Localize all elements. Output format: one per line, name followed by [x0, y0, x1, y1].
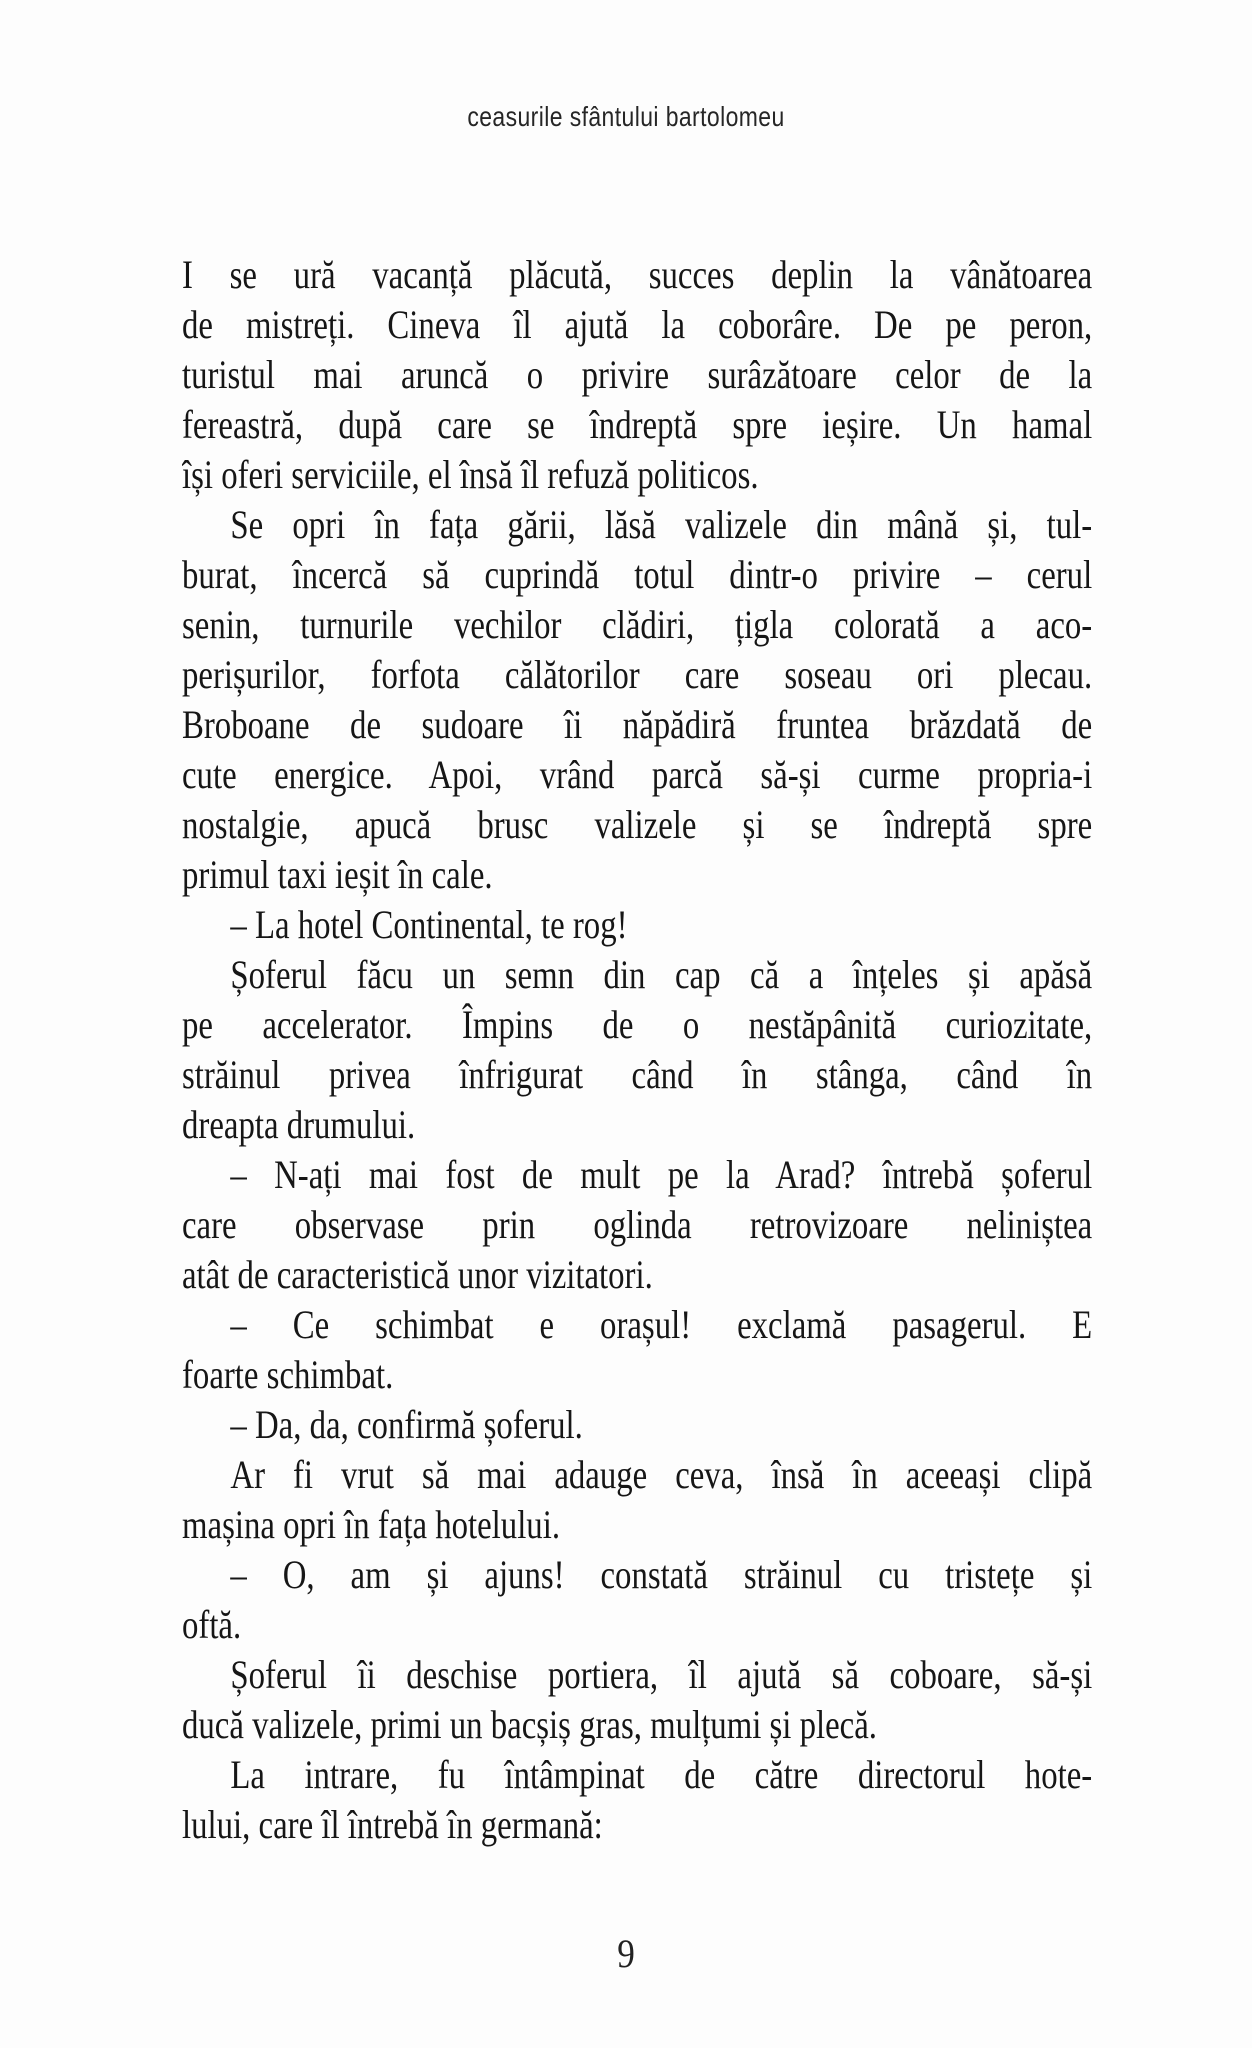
text-line: Se opri în fața gării, lăsă valizele din mână și, tul- [230, 502, 1093, 547]
text-line: nostalgie, apucă brusc valizele și se îndreptă spre [182, 802, 1093, 847]
text-line: de mistreți. Cineva îl ajută la coborâre. De pe peron, [182, 302, 1093, 347]
text-line: perișurilor, forfota călătorilor care soseau ori plecau. [182, 652, 1093, 697]
page-number: 9 [617, 1931, 635, 1976]
text-line: oftă. [182, 1602, 242, 1647]
text-line: cute energice. Apoi, vrând parcă să-și curme propria-i [182, 752, 1093, 797]
text-line: primul taxi ieșit în cale. [182, 852, 493, 897]
text-line: burat, încercă să cuprindă totul dintr-o privire – cerul [182, 552, 1093, 597]
text-line: – O, am și ajuns! constată străinul cu tristețe și [230, 1552, 1093, 1597]
text-line: atât de caracteristică unor vizitatori. [182, 1252, 653, 1297]
text-line: Șoferul îi deschise portiera, îl ajută să coboare, să-și [230, 1652, 1093, 1697]
text-line: Broboane de sudoare îi năpădiră fruntea brăzdată de [182, 702, 1093, 747]
text-line: – N-ați mai fost de mult pe la Arad? întrebă șoferul [230, 1152, 1093, 1197]
text-line: mașina opri în fața hotelului. [182, 1502, 561, 1547]
text-line: străinul privea înfrigurat când în stânga, când în [182, 1052, 1093, 1097]
text-line: senin, turnurile vechilor clădiri, țigla colorată a aco- [182, 602, 1093, 647]
text-line: care observase prin oglinda retrovizoare neliniștea [182, 1202, 1093, 1247]
text-line: La intrare, fu întâmpinat de către directorul hote- [230, 1752, 1093, 1797]
running-header: ceasurile sfântului bartolomeu [467, 101, 785, 132]
text-line: lului, care îl întrebă în germană: [182, 1802, 603, 1847]
text-line: Șoferul făcu un semn din cap că a înțeles și apăsă [230, 952, 1093, 997]
text-line: dreapta drumului. [182, 1102, 416, 1147]
text-line: pe accelerator. Împins de o nestăpânită curiozitate, [182, 1002, 1093, 1047]
text-line: își oferi serviciile, el însă îl refuză politicos. [182, 452, 759, 497]
text-line: Ar fi vrut să mai adauge ceva, însă în aceeași clipă [230, 1452, 1093, 1497]
text-line: foarte schimbat. [182, 1352, 394, 1397]
text-line: – Ce schimbat e orașul! exclamă pasagerul. E [230, 1302, 1093, 1347]
text-line: fereastră, după care se îndreptă spre ieșire. Un hamal [182, 402, 1093, 447]
text-line: turistul mai aruncă o privire surâzătoare celor de la [182, 352, 1093, 397]
text-line: – La hotel Continental, te rog! [230, 902, 628, 947]
text-line: I se ură vacanță plăcută, succes deplin la vânătoarea [182, 252, 1093, 297]
body-text [182, 250, 1092, 1850]
text-line: ducă valizele, primi un bacșiș gras, mulțumi și plecă. [182, 1702, 877, 1747]
text-line: – Da, da, confirmă șoferul. [230, 1402, 583, 1447]
